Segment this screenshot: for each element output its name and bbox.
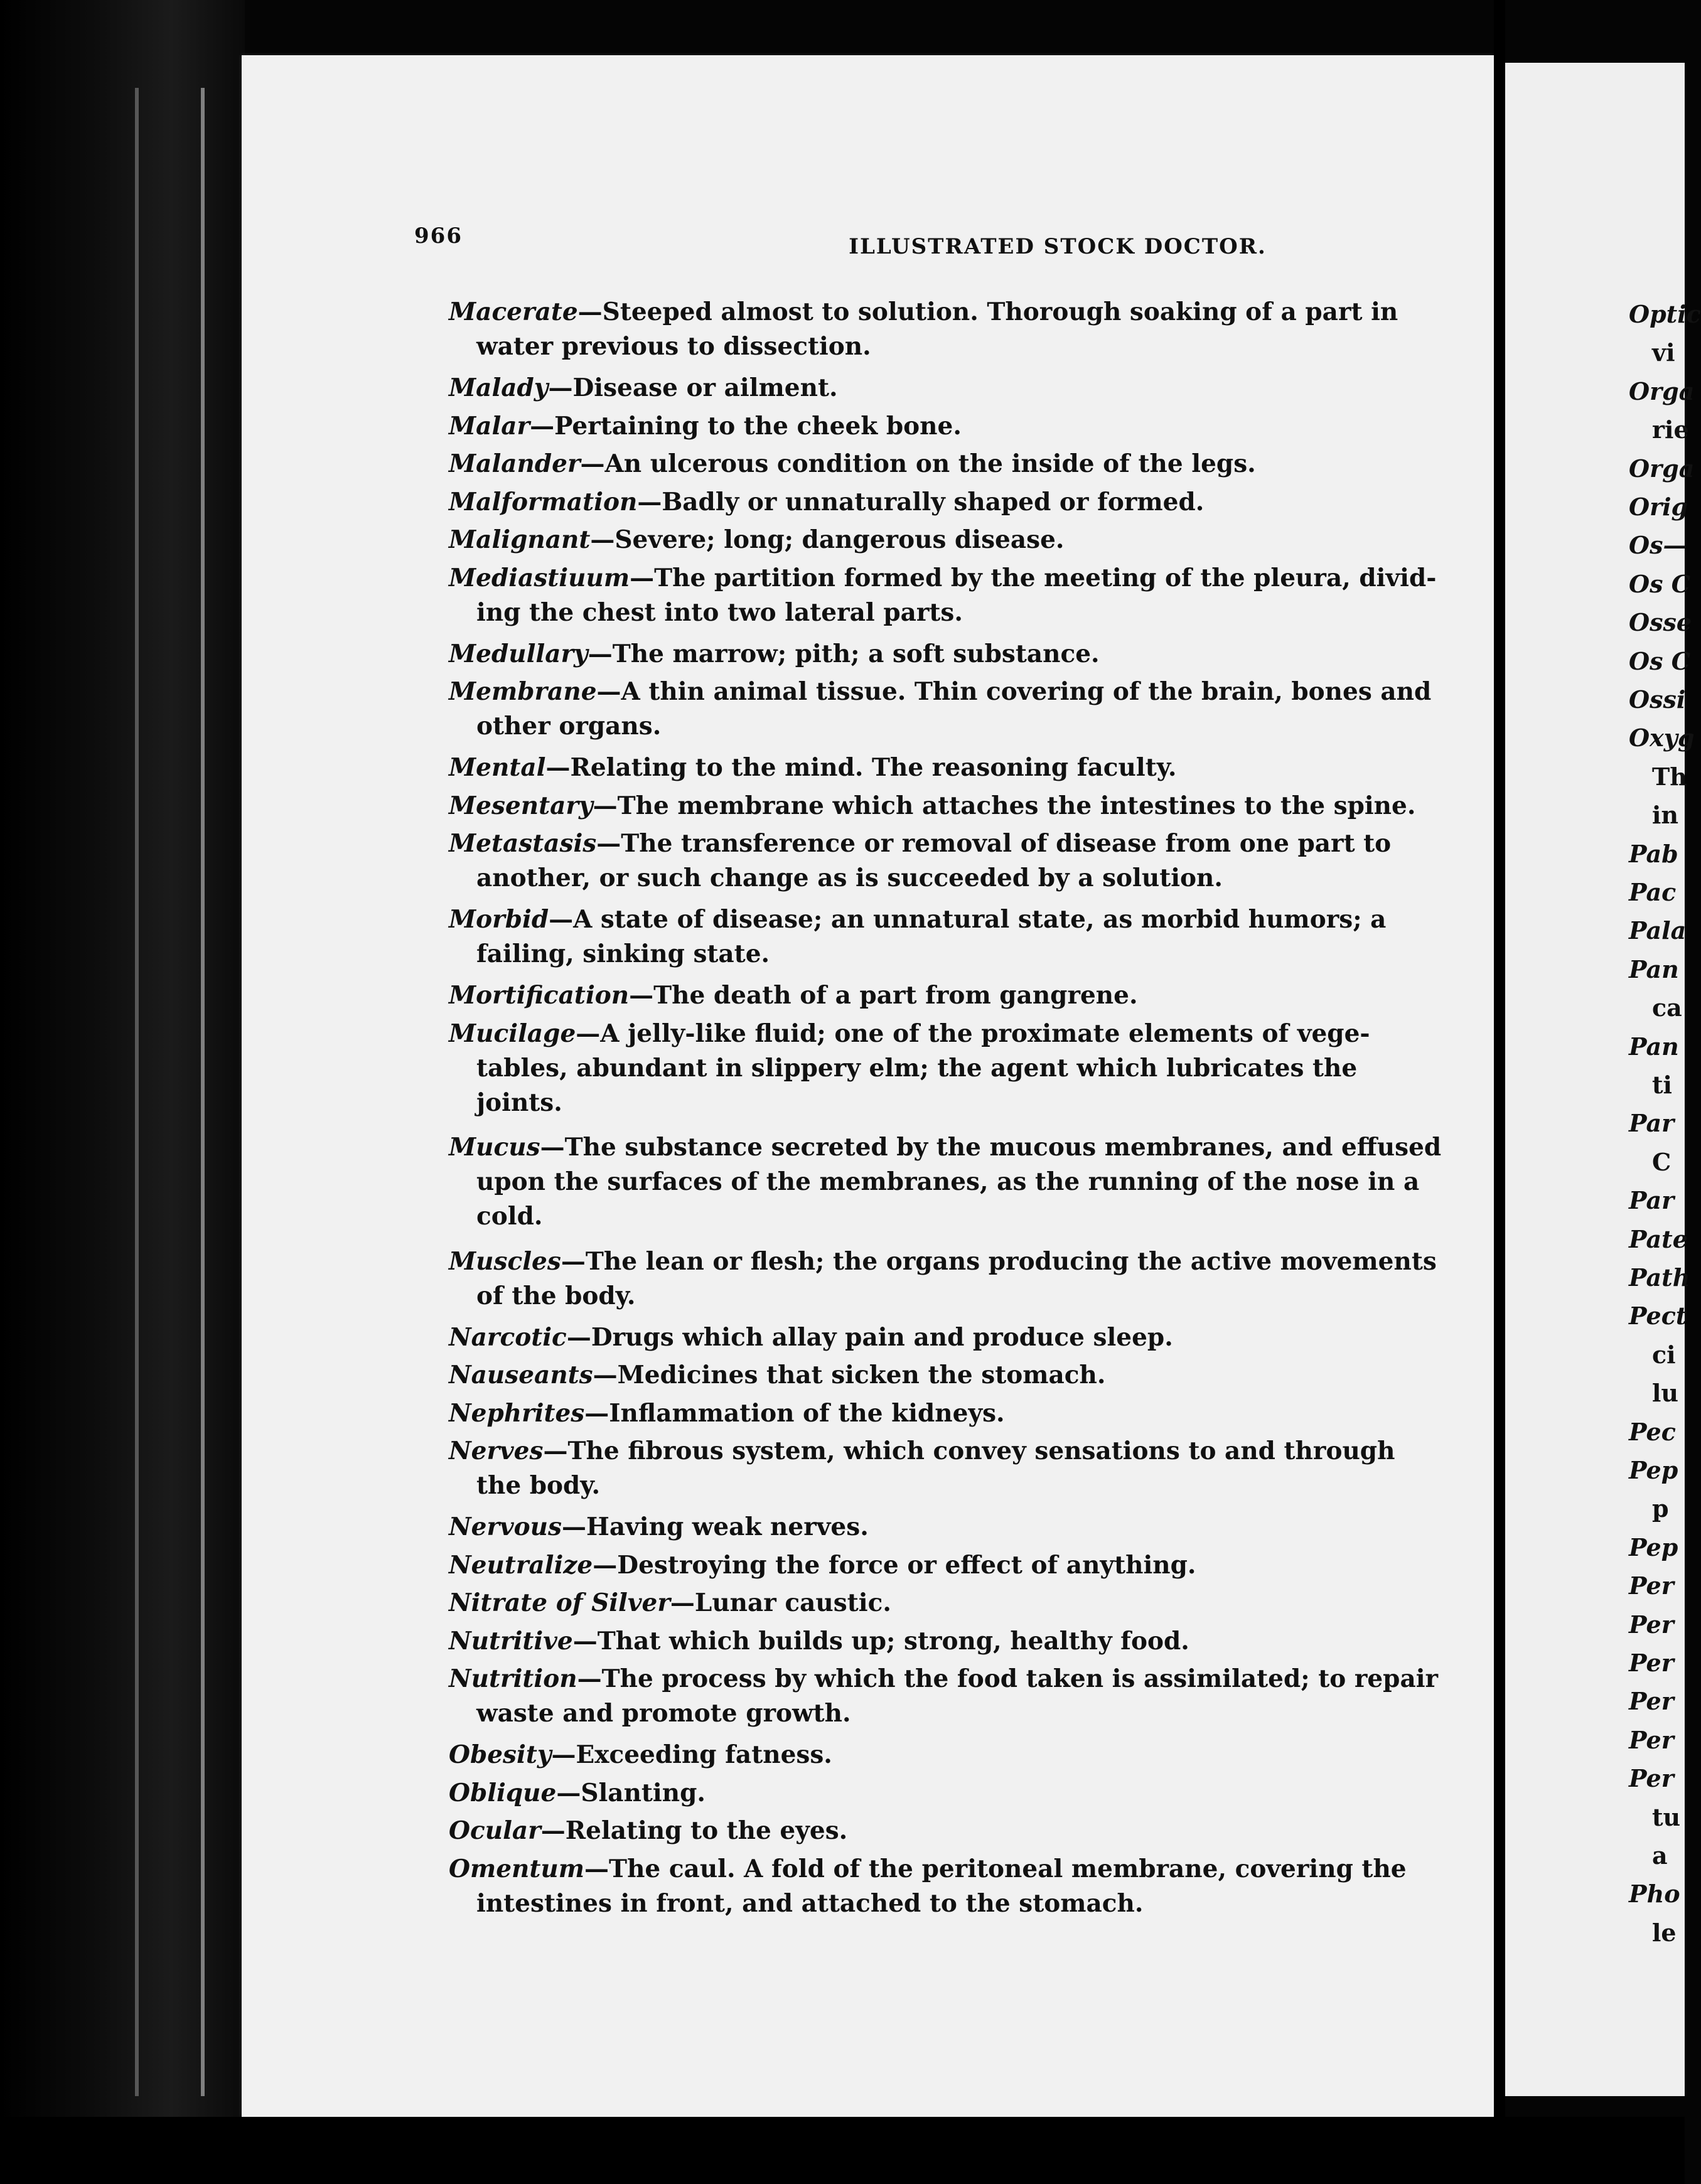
entry-continuation: cold.	[476, 1202, 543, 1231]
glossary-entry	[449, 1017, 1415, 1120]
glossary-entry	[449, 789, 1415, 823]
entry-continuation: joints.	[476, 1088, 562, 1117]
entry-continuation: the body.	[476, 1471, 601, 1500]
entry-definition: —Severe; long; dangerous disease.	[590, 525, 1065, 554]
page-number: 966	[414, 223, 463, 249]
glossary-entry	[449, 1245, 1437, 1314]
facing-page-fragment: Os—	[1629, 531, 1687, 560]
scan-left-margin	[0, 0, 245, 2184]
facing-page-fragment: Per	[1629, 1764, 1674, 1793]
entry-definition: —Inflammation of the kidneys.	[584, 1398, 1005, 1428]
facing-page-fragment: Pep	[1629, 1533, 1678, 1561]
entry-term: Malignant	[449, 525, 591, 554]
facing-page-fragment: p	[1652, 1494, 1669, 1523]
glossary-entry	[449, 1396, 1415, 1431]
entry-definition: —The fibrous system, which convey sensations to and through	[543, 1437, 1395, 1465]
running-head: ILLUSTRATED STOCK DOCTOR.	[849, 234, 1267, 259]
entry-continuation: upon the surfaces of the membranes, as the running of the nose in a	[476, 1167, 1420, 1196]
entry-definition: —Having weak nerves.	[562, 1512, 869, 1541]
facing-page-fragment: Pan	[1629, 955, 1679, 983]
entry-term: Obesity	[449, 1740, 552, 1769]
glossary-entry	[449, 978, 1415, 1013]
entry-term: Mucilage	[449, 1019, 576, 1048]
entry-definition: —That which builds up; strong, healthy food.	[572, 1626, 1189, 1656]
entry-definition: —Pertaining to the cheek bone.	[530, 411, 962, 441]
glossary-entry	[449, 447, 1415, 481]
entry-definition: —Disease or ailment.	[548, 373, 838, 402]
facing-page-fragment: tu	[1652, 1802, 1681, 1831]
scan-bottom-margin	[0, 2117, 1685, 2184]
glossary-entry	[449, 1662, 1439, 1731]
entry-definition: —Relating to the mind. The reasoning faculty.	[545, 753, 1177, 782]
facing-page-fragment: Osse	[1629, 608, 1692, 637]
glossary-entry	[449, 523, 1415, 557]
glossary-entry	[449, 1510, 1415, 1544]
facing-page-fragment: Ossi	[1629, 685, 1686, 714]
facing-page-fragment: lu	[1652, 1379, 1679, 1408]
entry-term: Mediastiuum	[449, 563, 630, 592]
facing-page-fragment: rie	[1652, 415, 1689, 444]
entry-term: Mesentary	[449, 791, 593, 820]
entry-definition: —A state of disease; an unnatural state, as morbid humors; a	[549, 905, 1387, 934]
entry-definition: —The substance secreted by the mucous membranes, and effused	[540, 1133, 1442, 1162]
facing-page-fragment: Oxyg	[1629, 724, 1695, 752]
facing-page-fragment: ca	[1652, 993, 1682, 1022]
facing-page-fragment: Per	[1629, 1687, 1674, 1716]
entry-term: Membrane	[449, 677, 597, 706]
glossary-entry	[449, 371, 1415, 405]
entry-definition: —Slanting.	[556, 1778, 706, 1807]
glossary-entry	[449, 561, 1437, 630]
glossary-entry	[449, 1814, 1415, 1848]
facing-page-fragment: Orig	[1629, 493, 1688, 521]
glossary-entry	[449, 637, 1415, 672]
glossary-entry	[449, 1548, 1415, 1583]
entry-term: Narcotic	[449, 1322, 567, 1352]
glossary-entry	[449, 1358, 1415, 1393]
entry-term: Nutrition	[449, 1664, 577, 1693]
entry-term: Oblique	[449, 1778, 557, 1807]
facing-page-fragment: Th	[1652, 762, 1687, 791]
entry-definition: —A jelly-like fluid; one of the proximate elements of vege-	[576, 1019, 1370, 1048]
entry-continuation: another, or such change as is succeeded by a solution.	[476, 864, 1223, 892]
facing-page-fragment: ci	[1652, 1340, 1676, 1369]
glossary-entry	[449, 1738, 1415, 1772]
entry-definition: —The membrane which attaches the intestines to the spine.	[593, 791, 1416, 820]
entry-continuation: of the body.	[476, 1281, 636, 1310]
facing-page-fragment: Pan	[1629, 1032, 1679, 1061]
facing-page-fragment: Pab	[1629, 839, 1678, 868]
facing-page-fragment: a	[1652, 1841, 1668, 1870]
entry-continuation: intestines in front, and attached to the stomach.	[476, 1888, 1144, 1918]
entry-definition: —The lean or flesh; the organs producing the active movements	[561, 1246, 1437, 1276]
entry-term: Ocular	[449, 1816, 541, 1845]
entry-term: Malady	[449, 373, 549, 402]
glossary-entry	[449, 1624, 1415, 1659]
entry-term: Metastasis	[449, 829, 597, 858]
facing-page-fragment: Par	[1629, 1186, 1675, 1215]
facing-page-fragment: vi	[1652, 338, 1675, 367]
entry-definition: —The partition formed by the meeting of the pleura, divid-	[630, 563, 1437, 592]
entry-definition: —Destroying the force or effect of anything.	[593, 1550, 1196, 1580]
entry-term: Nerves	[449, 1437, 544, 1465]
entry-continuation: waste and promote growth.	[476, 1699, 851, 1728]
facing-page-fragment: ti	[1652, 1071, 1672, 1099]
entry-term: Nutritive	[449, 1626, 573, 1656]
facing-page-fragment: Per	[1629, 1725, 1674, 1754]
glossary-entry	[449, 902, 1415, 972]
facing-page-fragment: Optic	[1629, 300, 1701, 328]
glossary-entry	[449, 409, 1415, 444]
facing-page-fragment: Par	[1629, 1109, 1675, 1138]
glossary-entry	[449, 1586, 1415, 1620]
entry-definition: —The death of a part from gangrene.	[629, 981, 1138, 1010]
entry-continuation: ing the chest into two lateral parts.	[476, 597, 963, 627]
facing-page-fragment: Per	[1629, 1610, 1674, 1639]
book-gutter	[1494, 0, 1505, 2184]
facing-page-fragment: C	[1652, 1147, 1671, 1176]
entry-term: Malander	[449, 449, 581, 478]
glossary-entry	[449, 675, 1432, 744]
entry-definition: —The process by which the food taken is assimilated; to repair	[577, 1664, 1439, 1693]
book-edge-stripe	[201, 88, 205, 2096]
entry-term: Mucus	[449, 1133, 540, 1162]
entry-definition: —Medicines that sicken the stomach.	[593, 1361, 1106, 1389]
entry-term: Nervous	[449, 1512, 562, 1541]
glossary-entry	[449, 827, 1415, 896]
entry-term: Morbid	[449, 905, 549, 934]
entry-term: Malar	[449, 411, 530, 441]
entry-continuation: water previous to dissection.	[476, 332, 871, 361]
entry-continuation: other organs.	[476, 712, 662, 741]
entry-term: Omentum	[449, 1854, 585, 1883]
entry-continuation: tables, abundant in slippery elm; the agent which lubricates the	[476, 1053, 1358, 1083]
entry-definition: —A thin animal tissue. Thin covering of the brain, bones and	[596, 677, 1432, 706]
entry-term: Mental	[449, 753, 546, 782]
facing-page-fragment: Pep	[1629, 1456, 1678, 1484]
entry-definition: —Lunar caustic.	[670, 1588, 891, 1617]
facing-page-fragment: le	[1652, 1918, 1677, 1947]
facing-page-fragment: Pala	[1629, 916, 1687, 945]
glossary-entry	[449, 1130, 1442, 1234]
facing-page-fragment: Os C	[1629, 569, 1690, 598]
entry-definition: —Relating to the eyes.	[540, 1816, 848, 1845]
entry-definition: —The marrow; pith; a soft substance.	[588, 639, 1100, 668]
entry-definition: —The transference or removal of disease from one part to	[596, 829, 1392, 858]
facing-page-fragment: Pate	[1629, 1224, 1688, 1253]
entry-definition: —An ulcerous condition on the inside of the legs.	[580, 449, 1256, 478]
book-edge-stripe	[135, 88, 139, 2096]
entry-term: Nauseants	[449, 1361, 593, 1389]
facing-page-fragment: Orga	[1629, 454, 1695, 483]
facing-page-fragment: Pec	[1629, 1417, 1676, 1446]
facing-page-fragment: Pho	[1629, 1880, 1680, 1908]
glossary-entry	[449, 1434, 1415, 1503]
facing-page-fragment: Pac	[1629, 878, 1677, 906]
facing-page-fragment: Path	[1629, 1263, 1690, 1292]
facing-page-fragment: Os C	[1629, 646, 1690, 675]
facing-page-fragment: Per	[1629, 1649, 1674, 1677]
entry-term: Macerate	[449, 297, 578, 326]
entry-term: Mortification	[449, 981, 630, 1010]
entry-term: Nephrites	[449, 1398, 585, 1428]
entry-term: Malformation	[449, 487, 638, 517]
entry-definition: —Steeped almost to solution. Thorough soaking of a part in	[577, 297, 1398, 326]
glossary-entry	[449, 295, 1415, 364]
entry-definition: —Drugs which allay pain and produce sleep.	[566, 1322, 1173, 1352]
glossary-entry	[449, 1852, 1415, 1921]
entry-term: Medullary	[449, 639, 588, 668]
entry-term: Neutralize	[449, 1550, 593, 1580]
facing-page-fragment: Per	[1629, 1571, 1674, 1600]
glossary-entry	[449, 1776, 1415, 1811]
facing-page-fragment: Pect	[1629, 1302, 1687, 1330]
entry-definition: —Exceeding fatness.	[551, 1740, 832, 1769]
entry-term: Muscles	[449, 1246, 561, 1276]
entry-definition: —The caul. A fold of the peritoneal membrane, covering the	[584, 1854, 1407, 1883]
facing-page-fragment: Orga	[1629, 377, 1695, 405]
glossary-entry	[449, 751, 1415, 785]
entry-continuation: failing, sinking state.	[476, 939, 770, 968]
glossary-entry	[449, 485, 1415, 520]
entry-term: Nitrate of Silver	[449, 1588, 670, 1617]
entry-definition: —Badly or unnaturally shaped or formed.	[637, 487, 1205, 517]
glossary-entry	[449, 1320, 1415, 1355]
facing-page-fragment: in	[1652, 801, 1679, 830]
